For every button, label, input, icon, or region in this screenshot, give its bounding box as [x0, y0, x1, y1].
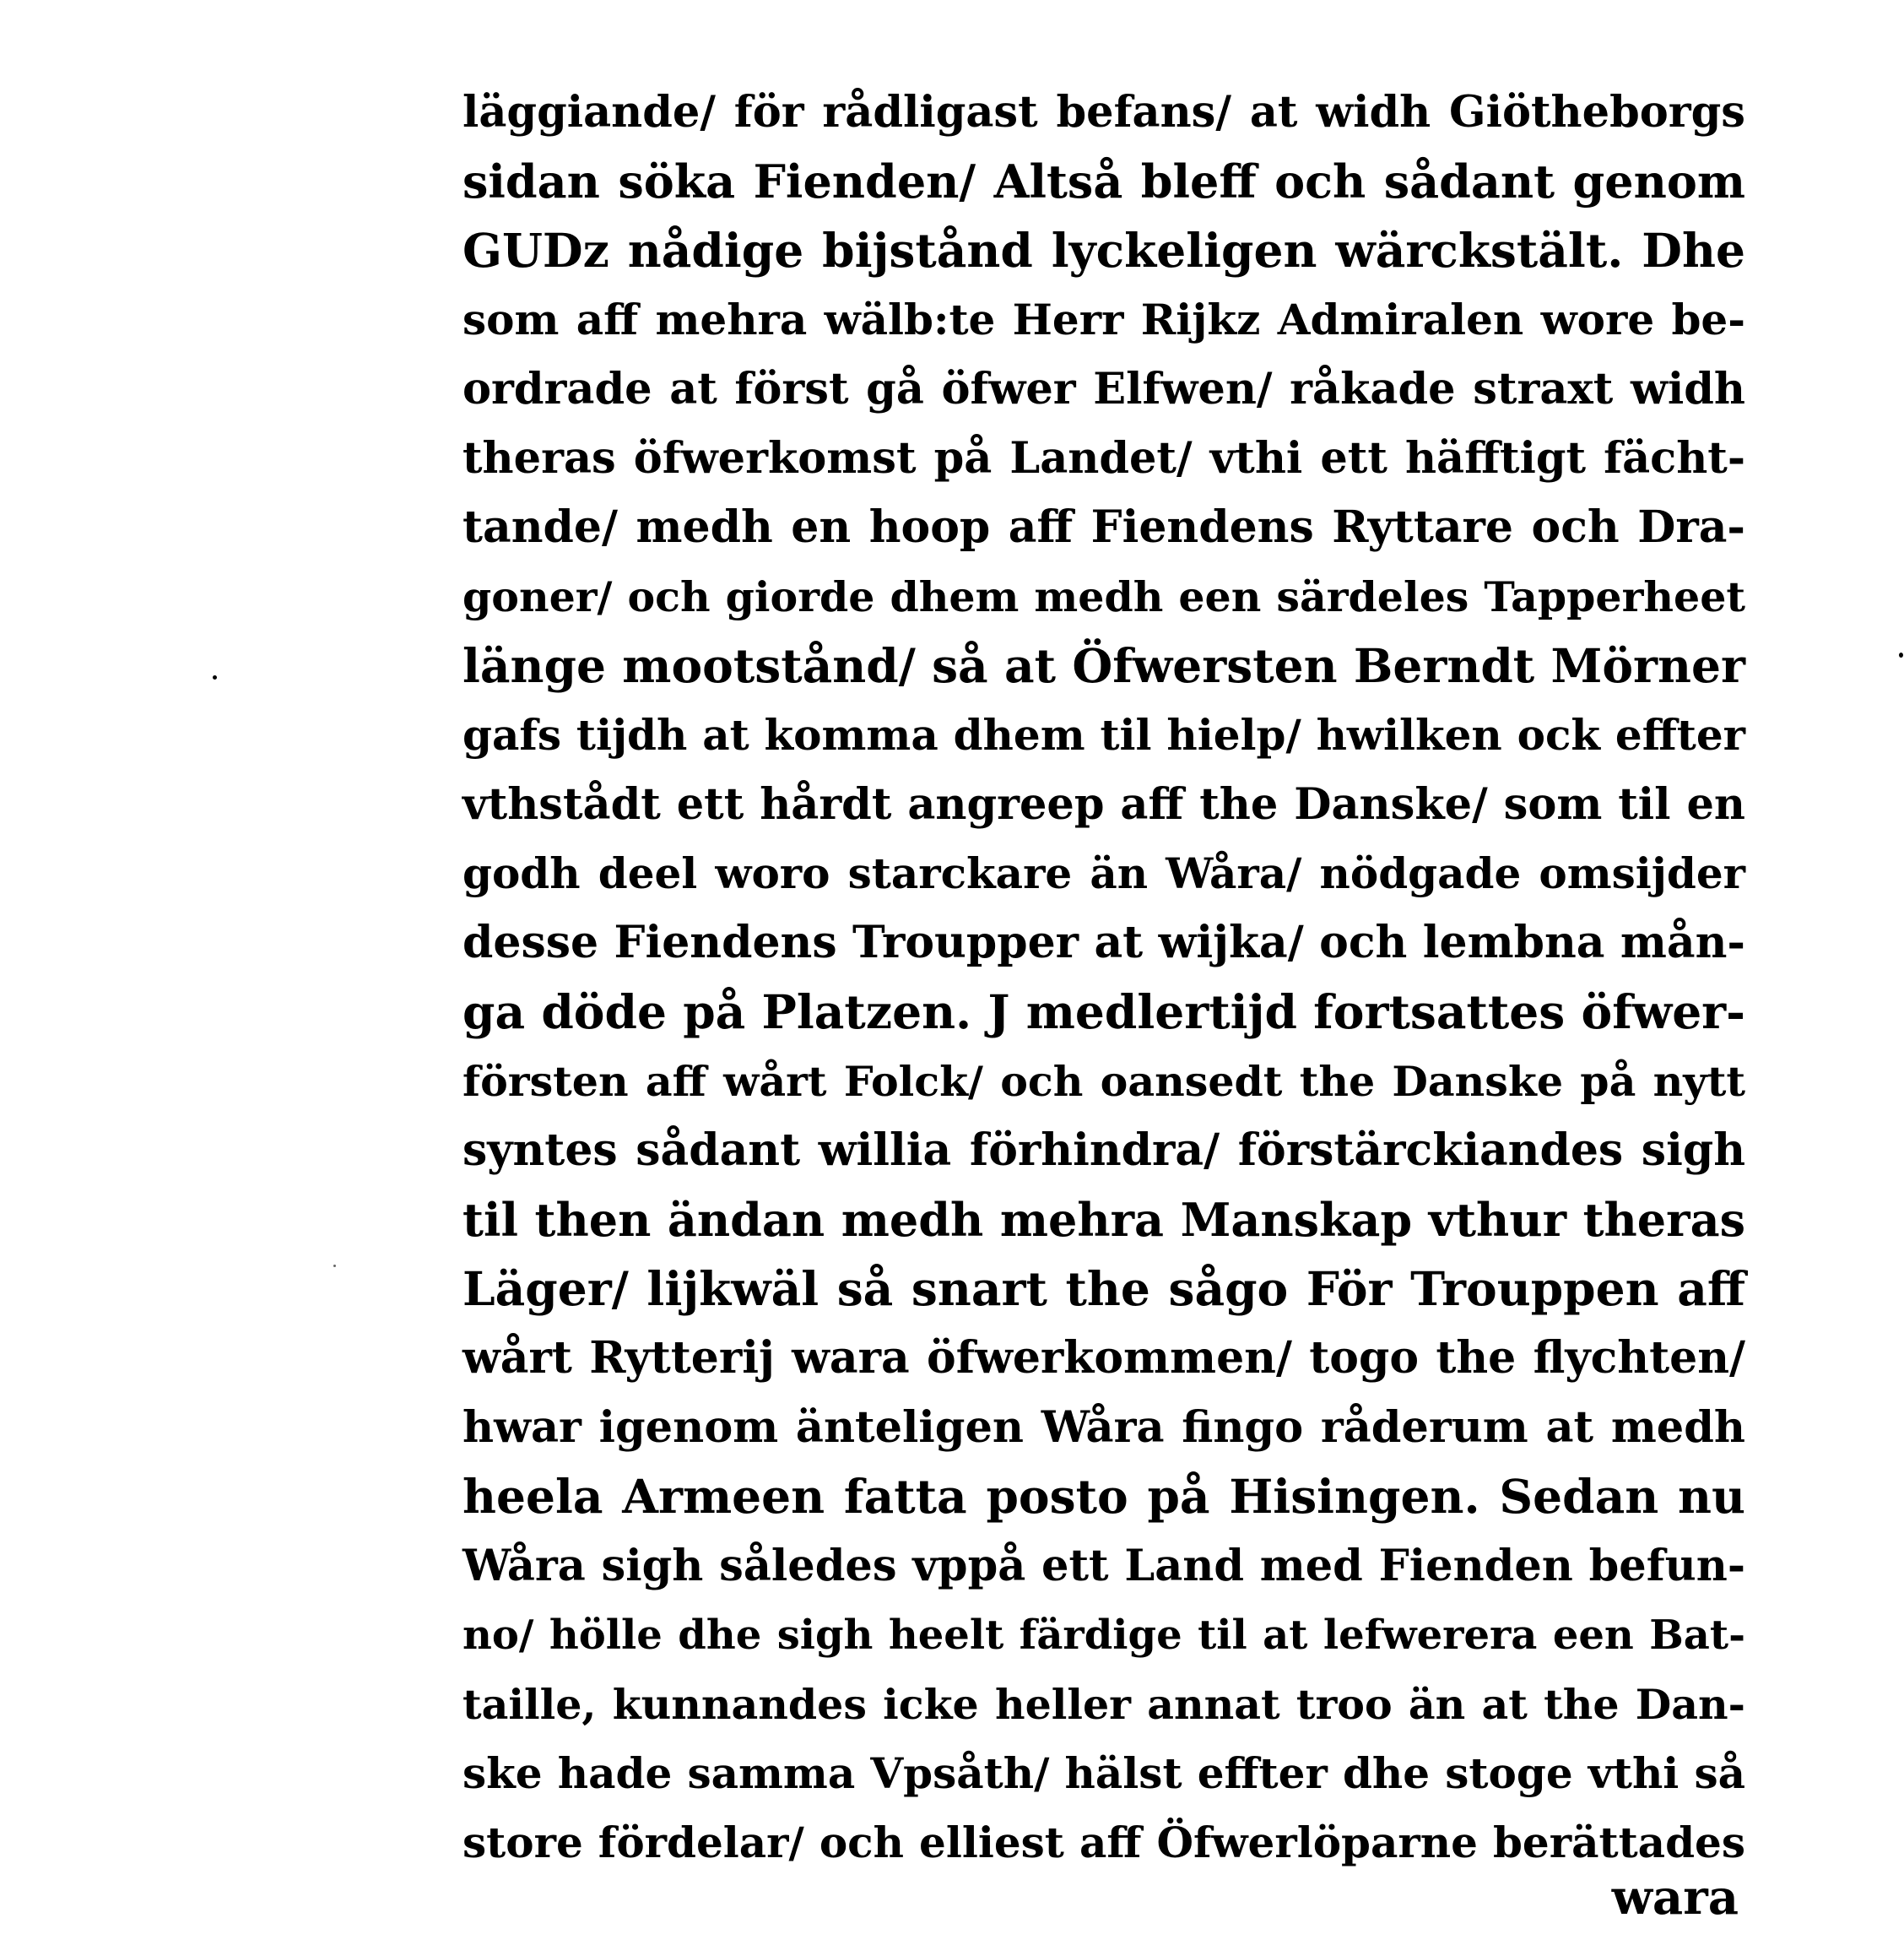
text-line: hwar igenom änteligen Wåra fingo råderum at medh	[462, 1402, 1745, 1453]
text-line: heela Armeen fatta posto på Hisingen. Sedan nu	[462, 1469, 1745, 1524]
text-line: som aff mehra wälb:te Herr Rijkz Admiralen wore be-	[462, 295, 1745, 344]
text-line: sidan söka Fienden/ Altså bleff och sådant genom	[462, 154, 1745, 209]
text-line: GUDz nådige bijstånd lyckeligen wärckstält. Dhe	[462, 223, 1745, 278]
text-line: godh deel woro starckare än Wåra/ nödgade omsijder	[462, 848, 1745, 898]
text-line: gafs tijdh at komma dhem til hielp/ hwilken ock effter	[462, 710, 1745, 760]
text-line: Läger/ lijkwäl så snart the sågo För Trouppen aff	[462, 1261, 1745, 1316]
text-line: store fördelar/ och elliest aff Öfwerlöparne berättades	[462, 1818, 1745, 1867]
ink-speck	[333, 1265, 336, 1267]
text-line: no/ hölle dhe sigh heelt färdige til at lefwerera een Bat-	[462, 1612, 1745, 1659]
ink-speck	[1899, 653, 1903, 658]
text-line: wårt Rytterij wara öfwerkommen/ togo the flychten/	[462, 1332, 1745, 1384]
text-line: theras öfwerkomst på Landet/ vthi ett häfftigt fächt-	[462, 433, 1745, 484]
text-line: syntes sådant willia förhindra/ förstärckiandes sigh	[462, 1124, 1745, 1176]
text-line: taille, kunnandes icke heller annat troo än at the Dan-	[462, 1680, 1745, 1729]
text-line: goner/ och giorde dhem medh een särdeles Tapperheet	[462, 572, 1745, 621]
text-line: vthstådt ett hårdt angreep aff the Danske/ som til en	[462, 779, 1745, 830]
text-line: tande/ medh en hoop aff Fiendens Ryttare och Dra-	[462, 501, 1745, 553]
text-line: ga döde på Platzen. J medlertijd fortsattes öfwer-	[462, 984, 1745, 1039]
text-line: Wåra sigh således vppå ett Land med Fienden befun-	[462, 1541, 1745, 1591]
body-text	[462, 78, 1745, 1877]
text-line: ordrade at först gå öfwer Elfwen/ råkade straxt widh	[462, 364, 1745, 414]
catchword: wara	[1611, 1870, 1739, 1926]
text-line: länge mootstånd/ så at Öfwersten Berndt Mörner	[462, 638, 1745, 693]
text-line: desse Fiendens Troupper at wijka/ och lembna mån-	[462, 917, 1745, 968]
text-line: läggiande/ för rådligast befans/ at widh Giötheborgs	[462, 87, 1745, 138]
text-line: försten aff wårt Folck/ och oansedt the Danske på nytt	[462, 1057, 1745, 1106]
text-line: til then ändan medh mehra Manskap vthur theras	[462, 1193, 1745, 1247]
ink-speck	[213, 675, 217, 680]
text-line: ske hade samma Vpsåth/ hälst effter dhe stoge vthi så	[462, 1748, 1745, 1798]
